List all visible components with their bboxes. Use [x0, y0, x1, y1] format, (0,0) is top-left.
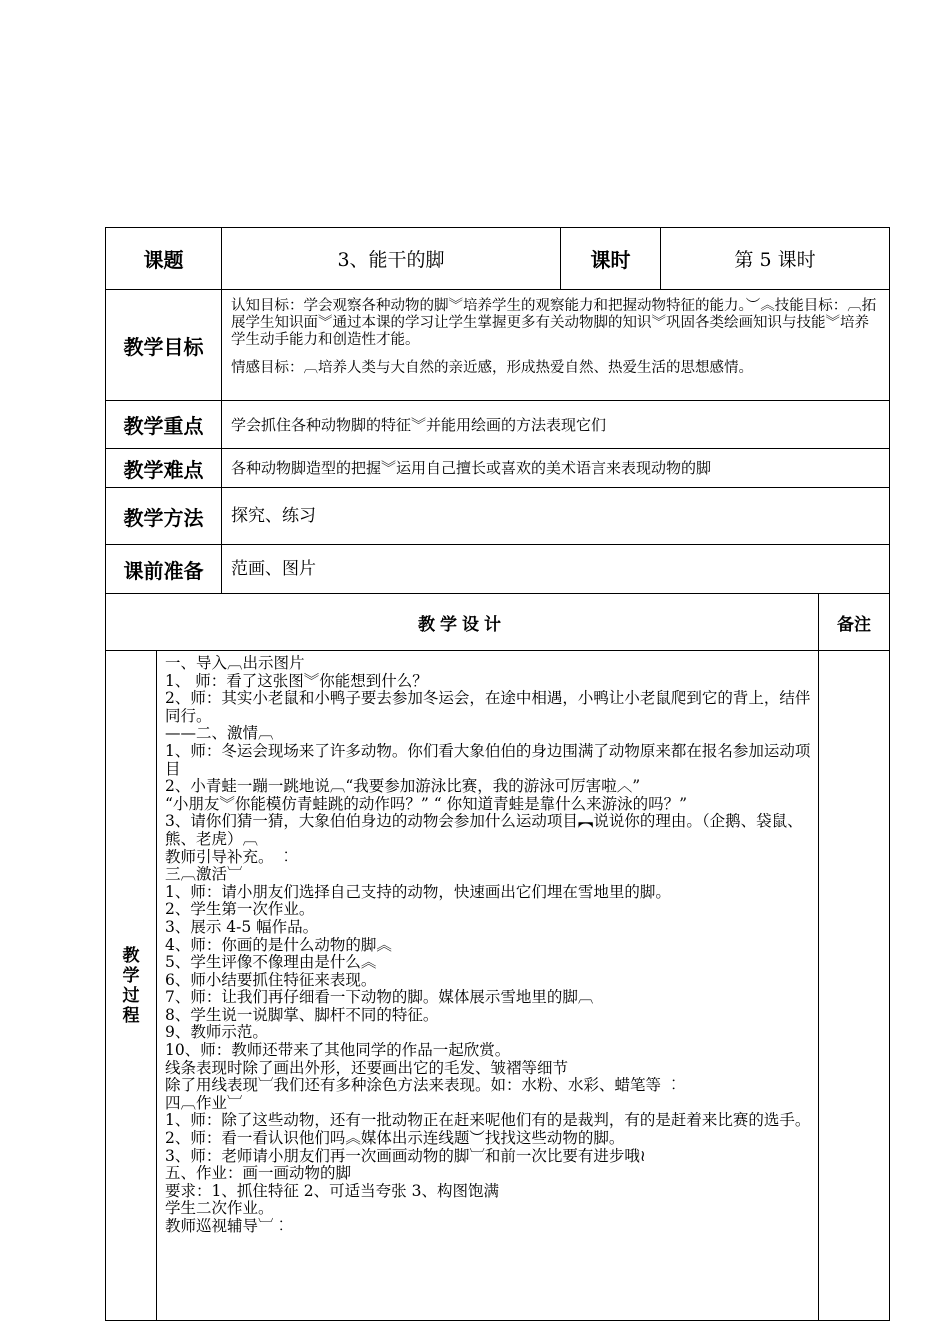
objectives-content [222, 290, 890, 401]
process-line: 要求：1、抓住特征 2、可适当夸张 3、构图饱满 [165, 1181, 499, 1200]
process-line: 1、师：冬运会现场来了许多动物。你们看大象伯伯的身边围满了动物原来都在报名参加运动项目 [165, 741, 811, 778]
objectives-emotional: 情感目标：︹培养人类与大自然的亲近感，形成热爱自然、热爱生活的思想感情。 [231, 360, 753, 376]
process-line: 2、学生第一次作业。 [165, 900, 315, 919]
preparation-row [106, 545, 890, 594]
process-line: 3、请你们猜一猜，大象伯伯身边的动物会参加什么运动项目︻说说你的理由。（企鹅、袋鼠、熊、老虎）︹ [165, 812, 803, 848]
topic-row [106, 228, 890, 290]
process-line: “小朋友︾你能模仿青蛙跳的动作吗？” “ 你知道青蛙是靠什么来游泳的吗？” [165, 794, 688, 813]
process-line: 线条表现时除了画出外形，还要画出它的毛发、皱褶等细节 [165, 1058, 569, 1077]
process-line: 10、师：教师还带来了其他同学的作品一起欣赏。 [165, 1041, 511, 1060]
process-label-cell [106, 651, 157, 1321]
difficulties-value: 各种动物脚造型的把握︾运用自己擅长或喜欢的美术语言来表现动物的脚 [222, 449, 890, 488]
process-line: 6、师小结要抓住特征来表现。 [165, 970, 377, 989]
process-line: 5、学生评像不像理由是什么︽ [165, 953, 377, 972]
design-header: 教学设计 [106, 594, 819, 651]
process-line: 四︹作业︺ [165, 1093, 243, 1112]
methods-value: 探究、练习 [222, 488, 890, 545]
objectives-cognitive: 认知目标：学会观察各种动物的脚︾培养学生的观察能力和把握动物特征的能力。︶︽技能目标：︹拓展学生知识面︾通过本课的学习让学生掌握更多有关动物脚的知识︾巩固各类绘画知识与技能︾培养学生动手能力和创造性才能。 [231, 298, 877, 348]
process-line: 三︹激活︺ [165, 865, 243, 884]
process-line: 教师引导补充。 ︰ [165, 847, 294, 866]
process-line: 1、 师：看了这张图︾你能想到什么？ [165, 671, 428, 690]
process-line: 2、师：看一看认识他们吗︽媒体出示连线题︶找找这些动物的脚。 [165, 1129, 625, 1148]
key-points-row [106, 401, 890, 449]
key-points-value: 学会抓住各种动物脚的特征︾并能用绘画的方法表现它们 [222, 401, 890, 449]
process-line: 教师巡视辅导︺︰ [165, 1217, 290, 1235]
process-line: 1、师：除了这些动物，还有一批动物正在赶来呢他们有的是裁判，有的是赶着来比赛的选手。 [165, 1111, 811, 1130]
process-line: 1、师：请小朋友们选择自己支持的动物，快速画出它们埋在雪地里的脚。 [165, 882, 671, 901]
process-label-char: 学 [122, 965, 140, 986]
process-line: 2、师：其实小老鼠和小鸭子要去参加冬运会，在途中相遇，小鸭让小老鼠爬到它的背上，结伴同行。 [165, 689, 811, 725]
process-line: 五、作业：画一画动物的脚 [165, 1164, 352, 1183]
note-header: 备注 [819, 594, 890, 651]
topic-label: 课题 [106, 228, 222, 290]
process-line: 7、师：让我们再仔细看一下动物的脚。媒体展示雪地里的脚︹ [165, 988, 594, 1007]
process-line: 除了用线表现︺我们还有多种涂色方法来表现。如：水粉、水彩、蜡笔等 ︰ [165, 1076, 682, 1095]
process-label-char: 程 [122, 1005, 140, 1026]
process-line: 3、展示 4-5 幅作品。 [165, 917, 319, 936]
design-header-row [106, 594, 890, 651]
lesson-plan-table [105, 227, 890, 1321]
period-value: 第 5 课时 [661, 228, 890, 290]
process-label [106, 946, 156, 1026]
process-row [106, 651, 890, 1321]
difficulties-label: 教学难点 [106, 449, 222, 488]
process-note-cell [819, 651, 890, 1321]
process-label-char: 过 [122, 985, 140, 1006]
process-line: 3、师：老师请小朋友们再一次画画动物的脚︺和前一次比要有进步哦≀ [165, 1146, 646, 1165]
process-line: 4、师：你画的是什么动物的脚︽ [165, 935, 392, 954]
process-line: 一、导入︹出示图片 [165, 654, 305, 672]
topic-value: 3、能干的脚 [222, 228, 561, 290]
process-label-char: 教 [122, 945, 140, 966]
preparation-label: 课前准备 [106, 545, 222, 594]
period-label: 课时 [561, 228, 661, 290]
methods-row [106, 488, 890, 545]
process-line: 学生二次作业。 [165, 1199, 274, 1218]
preparation-value: 范画、图片 [222, 545, 890, 594]
objectives-label: 教学目标 [106, 290, 222, 401]
process-line: 8、学生说一说脚掌、脚杆不同的特征。 [165, 1005, 439, 1024]
methods-label: 教学方法 [106, 488, 222, 545]
process-line: 9、教师示范。 [165, 1023, 268, 1042]
process-content [157, 651, 819, 1321]
process-line: ——二、激情︹ [165, 724, 274, 743]
difficulties-row [106, 449, 890, 488]
objectives-row [106, 290, 890, 401]
process-line: 2、小青蛙一蹦一跳地说︹“我要参加游泳比赛，我的游泳可厉害啦︿” [165, 777, 641, 796]
key-points-label: 教学重点 [106, 401, 222, 449]
